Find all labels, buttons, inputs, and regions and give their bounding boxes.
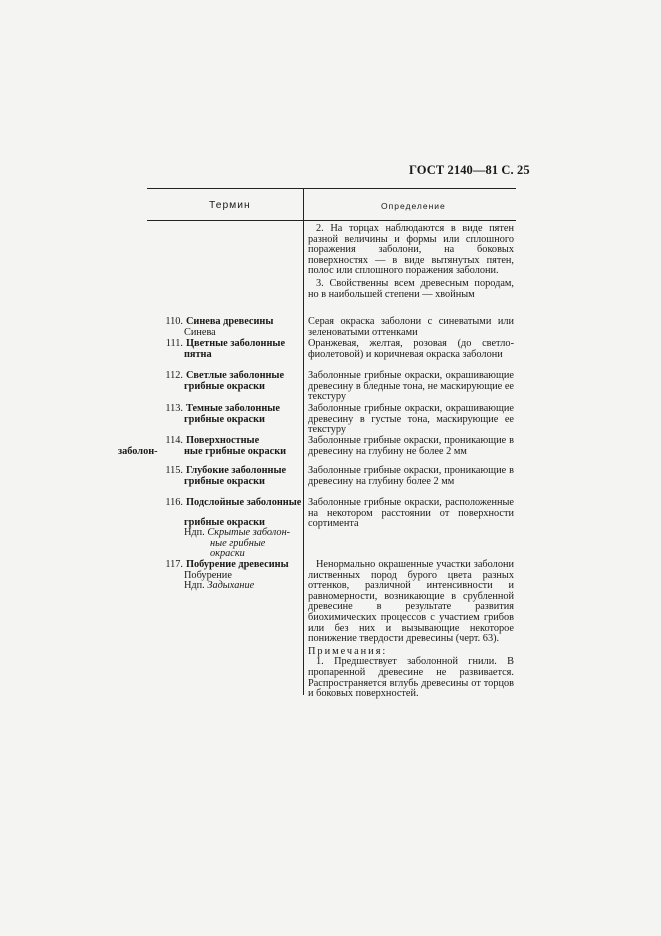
term-name: Глубокие заболонные: [186, 465, 287, 476]
ndp-term-cont: окраски: [210, 548, 245, 560]
definition-text: Заболонные грибные окраски, проникающие в древесину на глубину более 2 мм: [308, 465, 514, 487]
definition-text: Серая окраска заболони с синеватыми или зеленоватыми оттенками: [308, 316, 514, 338]
table-row-113-definition: [308, 404, 514, 436]
table-row-113-term: [147, 404, 303, 425]
continuation-definition: [308, 224, 514, 300]
table-row-114-term: [118, 436, 303, 457]
table-row-110-term: [147, 317, 303, 338]
term-number: 117.: [165, 559, 183, 570]
table-row-110-definition: [308, 317, 514, 338]
ndp-label: Ндп.: [184, 527, 205, 539]
term-number: 111.: [165, 338, 183, 349]
definition-text: Оранжевая, желтая, розовая (до светло-фиолетовой) и коричневая окраска заболони: [308, 338, 514, 360]
term-number: 112.: [165, 370, 183, 381]
term-name: Светлые заболонные: [186, 370, 285, 381]
term-name: Темные заболонные: [186, 403, 280, 414]
term-name: Поверхностные: [186, 435, 260, 446]
term-number: 110.: [165, 316, 183, 327]
page-header: ГОСТ 2140—81 С. 25: [409, 163, 530, 177]
table-header-rule: [147, 220, 516, 221]
term-synonym: Побурение: [184, 569, 232, 581]
term-name: Синева древесины: [186, 316, 274, 327]
term-name-cont: ные грибные окраски: [184, 445, 287, 457]
term-number: 114.: [165, 435, 183, 446]
continuation-note-2: 2. На торцах наблюдаются в виде пятен разной величины и формы или сплошного поражения заболони, на боковых поверхностях — в виде вытянутых пятен, полос или сплошного поражения заболони.: [308, 223, 514, 277]
table-row-116-definition: [308, 498, 514, 530]
term-name-cont: пятна: [184, 348, 212, 360]
table-top-rule: [147, 188, 516, 189]
table-row-114-definition: [308, 436, 514, 457]
table-row-115-term: [147, 466, 303, 487]
table-row-111-term: [147, 339, 303, 360]
term-number: 115.: [165, 465, 183, 476]
definition-text: Заболонные грибные окраски, расположенные на некотором расстоянии от поверхности сортимента: [308, 497, 514, 530]
ndp-term-cont: ные грибные: [210, 537, 266, 549]
definition-text: Заболонные грибные окраски, окрашивающие древесину в густые тона, маскирующие ее текстуру: [308, 403, 514, 436]
term-synonym: Синева: [184, 326, 216, 338]
table-row-115-definition: [308, 466, 514, 487]
term-name-prefix: заболон-: [118, 445, 158, 457]
term-name: Цветные заболонные: [186, 338, 286, 349]
table-row-112-definition: [308, 371, 514, 403]
note-1: 1. Предшествует заболонной гнили. В пропаренной древесине не развивается. Распространяется вглубь древесины от торцов и боковых поверхностей.: [308, 656, 514, 700]
column-header-definition: Определение: [381, 201, 446, 211]
table-row-116-term: [147, 498, 303, 560]
ndp-term: Скрытые заболон-: [207, 527, 291, 539]
table-row-117-definition: [308, 560, 514, 700]
table-row-111-definition: [308, 339, 514, 360]
term-name: Побурение древесины: [186, 559, 289, 570]
ndp-term: Задыхание: [207, 580, 255, 592]
term-number: 116.: [165, 497, 183, 508]
ndp-label: Ндп.: [184, 580, 205, 592]
column-header-term: Термин: [209, 200, 251, 211]
definition-text: Заболонные грибные окраски, проникающие в древесину на глубину не более 2 мм: [308, 435, 514, 457]
definition-text: Ненормально окрашенные участки заболони лиственных пород бурого цвета разных оттенков, различной интенсивности и равномерности, возникающие в срубленной древесине в результате развития биохимических процессов с участием грибов или без них и вызывающие некоторое понижение твердости древесины (черт. 63).: [308, 559, 514, 645]
term-name-cont: грибные окраски: [184, 413, 265, 425]
term-number: 113.: [165, 403, 183, 414]
notes-title: Примечания:: [308, 645, 388, 657]
column-divider: [303, 188, 304, 695]
term-name-cont: грибные окраски: [184, 380, 265, 392]
term-name-cont: грибные окраски: [184, 516, 265, 528]
definition-text: Заболонные грибные окраски, окрашивающие древесину в бледные тона, не маскирующие ее текстуру: [308, 370, 514, 403]
term-name-cont: грибные окраски: [184, 475, 265, 487]
term-name: Подслойные заболонные: [186, 497, 302, 508]
table-row-117-term: [147, 560, 303, 592]
table-row-112-term: [147, 371, 303, 392]
continuation-note-3: 3. Свойственны всем древесным породам, но в наибольшей степени — хвойным: [308, 277, 514, 300]
